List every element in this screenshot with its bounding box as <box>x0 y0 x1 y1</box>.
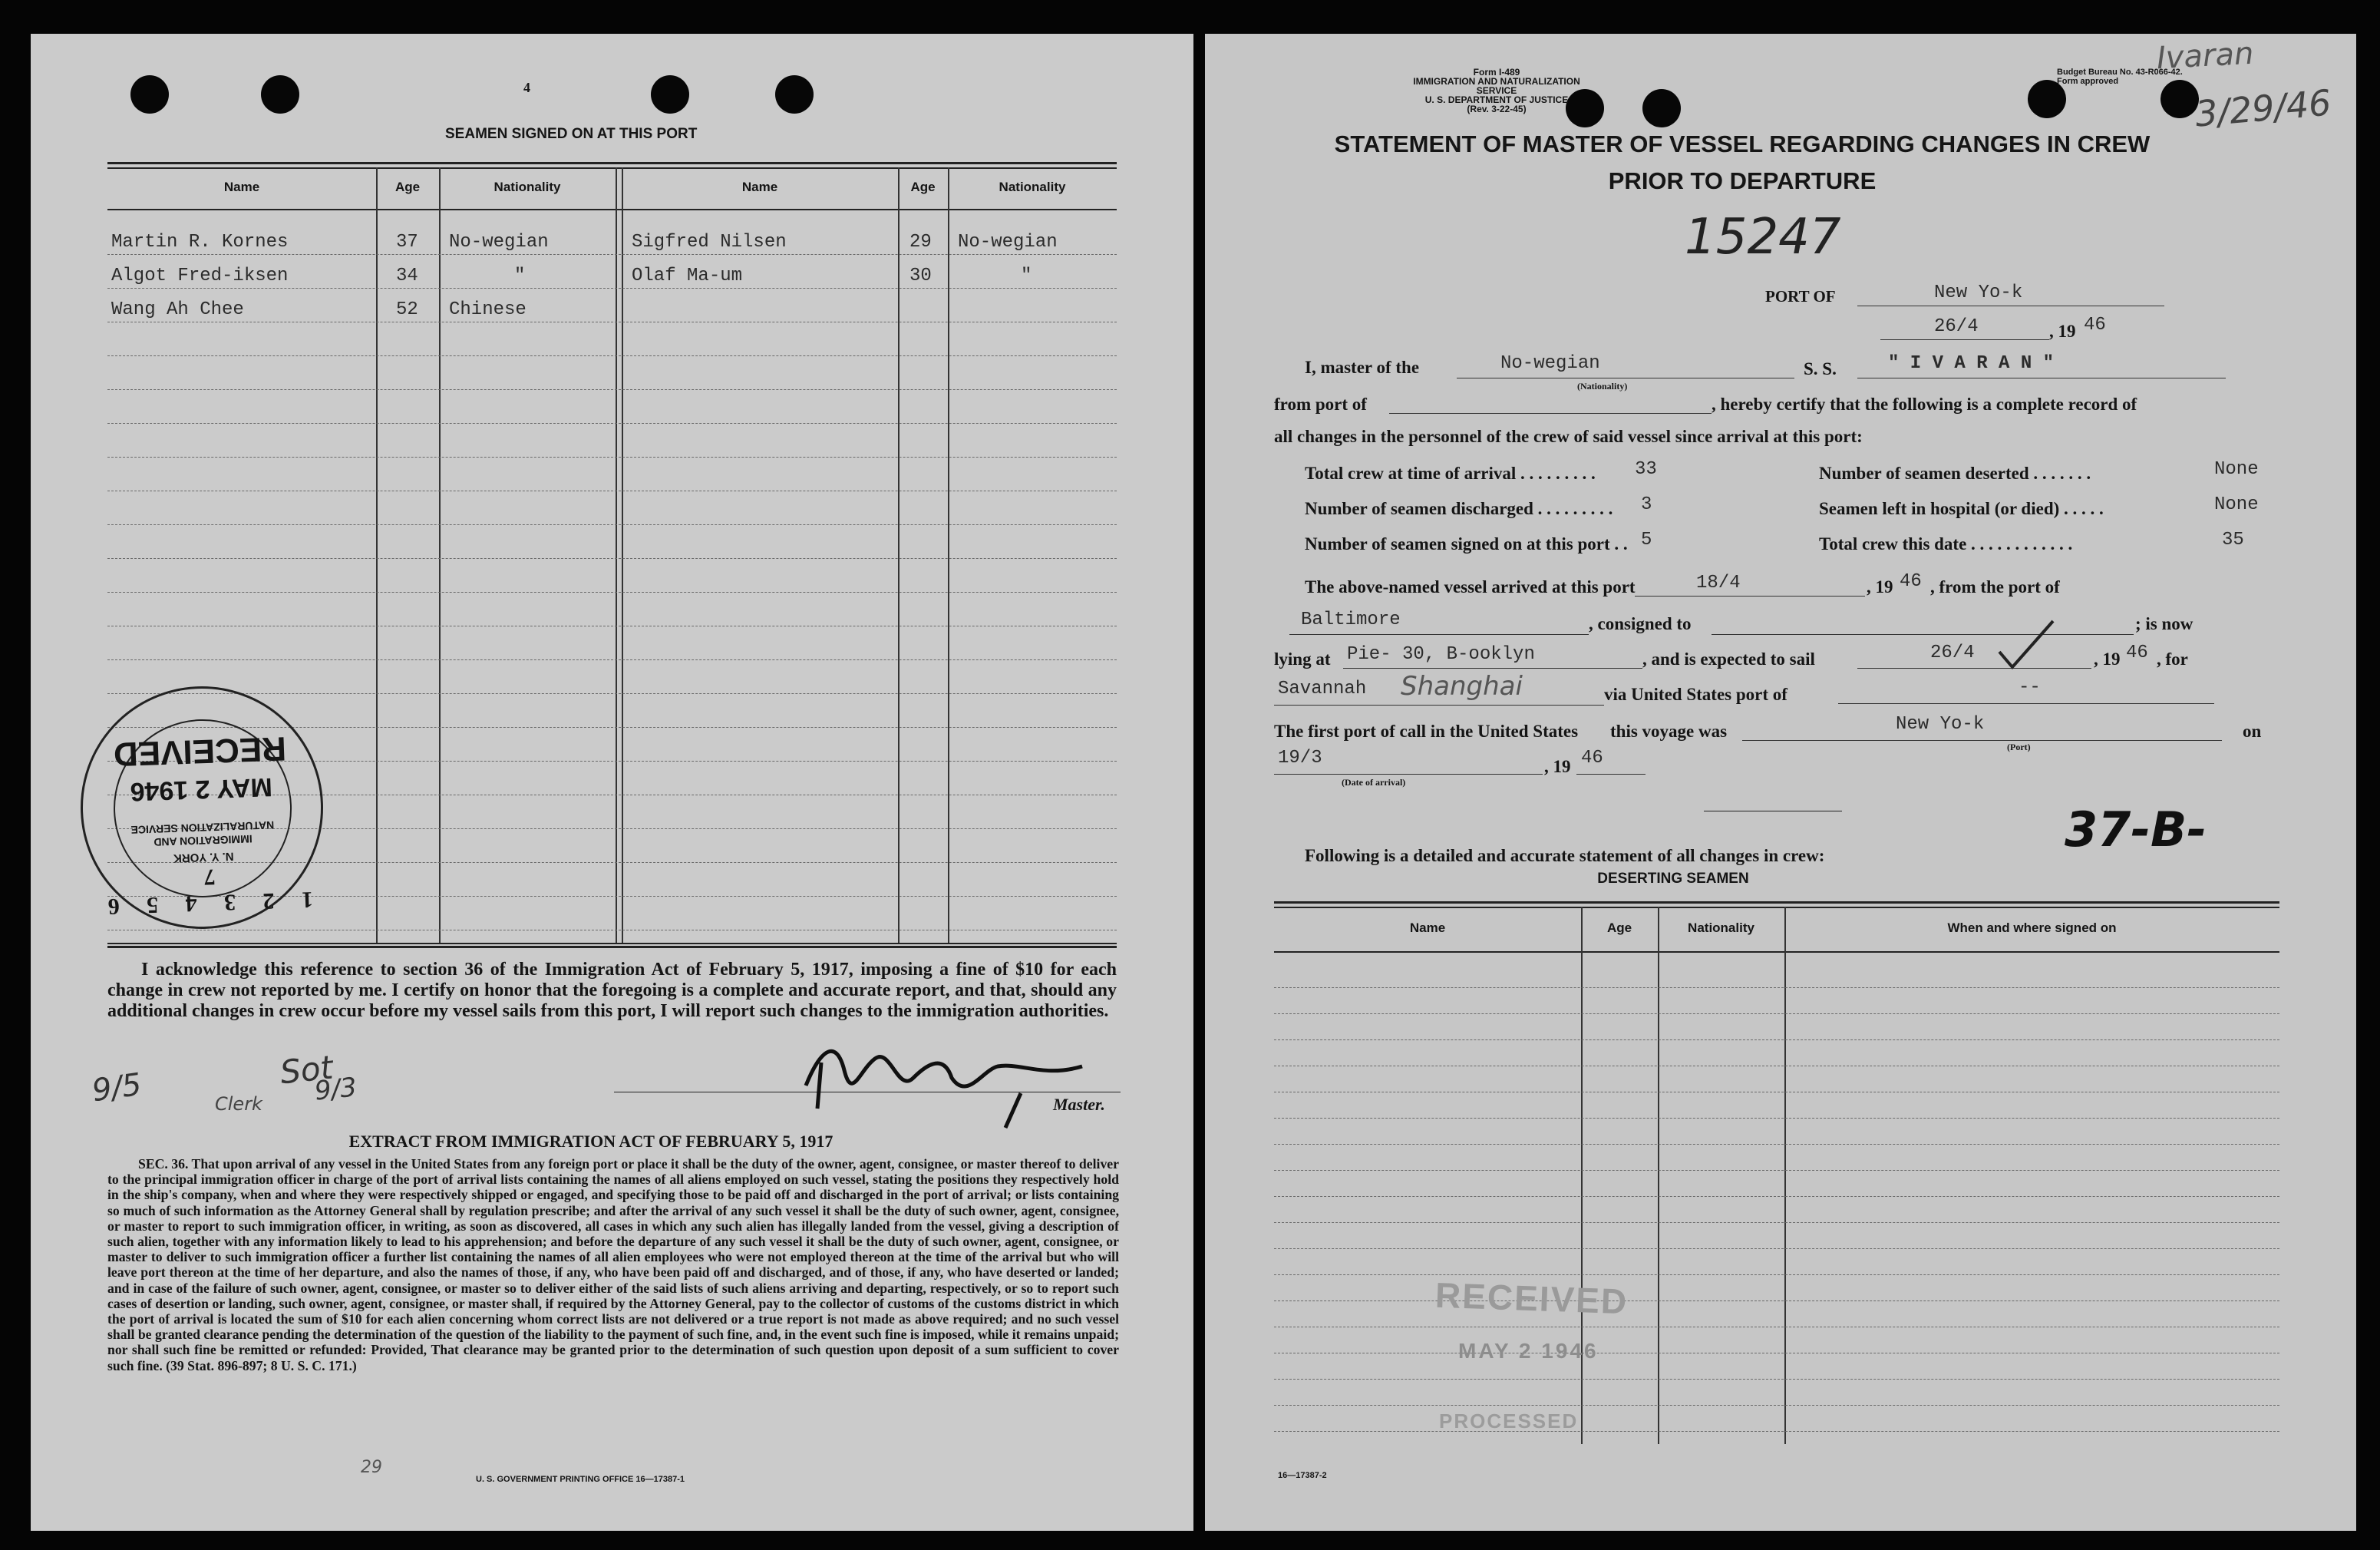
stat-value: 5 <box>1641 530 1652 550</box>
ruled-line <box>1274 1274 2279 1275</box>
col-header-nationality: Nationality <box>999 180 1066 194</box>
punch-hole <box>130 75 169 114</box>
stamp-place: N. Y. YORK <box>173 849 234 865</box>
received-stamp-faded: RECEIVED <box>1434 1274 1629 1322</box>
stat-label: Number of seamen signed on at this port . . <box>1305 534 1628 554</box>
lying-label: lying at <box>1274 649 1331 669</box>
table-cell: No-wegian <box>449 232 549 253</box>
ruled-line <box>1274 1196 2279 1197</box>
punch-hole <box>1642 89 1681 127</box>
table-cell: No-wegian <box>958 232 1058 253</box>
col-header-nationality: Nationality <box>493 180 561 194</box>
form-header <box>1412 68 1581 114</box>
hand-annotation: 37-B- <box>2065 801 2207 858</box>
title-line: STATEMENT OF MASTER OF VESSEL REGARDING CHANGES IN CREW <box>1334 131 2151 157</box>
stat-label: Number of seamen discharged . . . . . . . . . <box>1305 499 1613 518</box>
ruled-line <box>107 254 1117 255</box>
ruled-line <box>1274 1379 2279 1380</box>
ruled-line <box>107 423 1117 424</box>
budget-line: Budget Bureau No. 43-R066-42. <box>2057 68 2183 77</box>
ruled-line <box>107 659 1117 660</box>
received-stamp <box>77 682 328 934</box>
lying-value: Pie- 30, B-ooklyn <box>1347 644 1535 665</box>
arrived-label: The above-named vessel arrived at this port <box>1305 577 1636 597</box>
extract-text: SEC. 36. That upon arrival of any vessel in the United States from any foreign port or place it shall be the duty of the owner, agent, consignee, or master thereof to deliver to the principal immigration officer in charge of the port of arrival lists containing the names of all aliens employed on such vessel, stating the positions they respectively hold in the ship's company, when and where they were respectively shipped or engaged, and specifying those to be paid off and discharged in the port of arrival; or lists containing so much of such information as the Attorney General shall by regulation prescribe; and after the arrival of any such vessel it shall be the duty of such owner, agent, consignee, or master to report to such immigration officer, in writing, as soon as discovered, all cases in which any such alien has illegally landed from the vessel, giving a description of such alien, together with any information likely to lead to his apprehension; and before the departure of any such vessel it shall be the duty of such owner, agent, consignee, or master to deliver to such immigration officer a further list containing the names of all alien employees who were not employed thereon at the time of the arrival but who will leave port thereon at the time of her departure, and also the names of those, if any, who have been paid off and discharged, and of those, if any, who have deserted or landed; and in case of the failure of such owner, agent, consignee, or master so to deliver either of the said lists of such aliens arriving and departing, respectively, or so to report such cases of desertion or landing, such owner, agent, consignee, or master shall, if required by the Attorney General, pay to the collector of customs of the customs district in which the port of arrival is located the sum of $10 for each alien concerning whom correct lists are not delivered or a true report is not made as above required; and no such vessel shall be granted clearance pending the determination of the question of the liability to the payment of such fine, and, in the event such fine is imposed, while it remains unpaid; nor shall such fine be remitted or refunded: Provided, That clearance may be granted prior to the determination of such question upon deposit of a sum sufficient to cover such fine. (39 Stat. 896-897; 8 U. S. C. 171.) <box>107 1156 1119 1373</box>
stat-value: 3 <box>1641 494 1652 515</box>
col-header-age: Age <box>394 180 421 194</box>
from-the-port-label: , from the port of <box>1930 577 2060 597</box>
ruled-line <box>1274 1248 2279 1249</box>
table-cell: 34 <box>396 266 418 286</box>
stat-value: None <box>2214 459 2259 480</box>
ruled-line <box>107 693 1117 694</box>
first-year: 46 <box>1581 748 1603 768</box>
ruled-line <box>1274 1222 2279 1223</box>
right-page: Form I-489 IMMIGRATION AND NATURALIZATION SERVICE U. S. DEPARTMENT OF JUSTICE (Rev. 3-22-45) Budget Bureau No. 43-R066-42. Form approved Ivaran 3/29/46 STATEMENT OF MASTER OF VESSEL REGARDING CHANGES IN CREW PRIOR TO DEPARTURE 15247 PORT OF New Yo-k 26/4 , 19 46 I, master of the No-wegian (Nationality) S. S. " I V A R A N " from port of , hereby certify that the following is a complete record of all changes in the personnel of the crew of said vessel since arrival at this port: Total crew at time of arrival . . . . . . . . . 33 Number of seamen deserted . . . . . . . None Number of seamen discharged . . . . . . . . . 3 Seamen left in hospital (or died) . . . . . None Number of seamen signed on at this port . . 5 Total crew this date . . . . . . . . . . . . 35 The above-named vessel arrived at this port 18/4 , 19 46 , from the port of Baltimore , consigned to ; is now lying at Pie- 30, B-ooklyn , and is expected to sail 26/4 , 19 46 , for Savannah Shanghai via United States port of -- The first port of call in the United States this voyage was New Yo-k (Port) on 19/3 (Date of arrival) , 19 46 37-B- Following is a detailed and accurate statement of all changes in crew: DESERTING SEAMEN Name Age Nationality When and where signed on RECEIVED MAY 2 1946 PROCESSED 16—17387-2 <box>1205 34 2356 1531</box>
first-port-label: The first port of call in the United States <box>1274 722 1579 741</box>
table-cell: Martin R. Kornes <box>111 232 289 253</box>
deserting-header-signed-on: When and where signed on <box>1947 920 2117 935</box>
date-value: 26/4 <box>1934 316 1979 337</box>
master-label: I, master of the <box>1305 358 1420 377</box>
table-top-rule <box>107 167 1117 169</box>
all-changes-text: all changes in the personnel of the crew of said vessel since arrival at this port: <box>1274 427 1863 446</box>
hand-date: 3/29/46 <box>2193 81 2333 135</box>
table-cell: 52 <box>396 299 418 320</box>
title-line: PRIOR TO DEPARTURE <box>1608 167 1877 194</box>
received-extra-faded: PROCESSED <box>1439 1410 1579 1433</box>
port-value: New Yo-k <box>1934 283 2023 303</box>
stat-value: 33 <box>1635 459 1657 480</box>
table-cell: Chinese <box>449 299 527 320</box>
stat-label: Number of seamen deserted . . . . . . . <box>1819 464 2091 483</box>
table-cell: " <box>1021 266 1032 286</box>
master-signature <box>791 1024 1113 1132</box>
consigned-label: , consigned to <box>1589 614 1692 633</box>
date-year-prefix: , 19 <box>2049 322 2076 341</box>
first-port-value: New Yo-k <box>1896 714 1985 735</box>
hand-mark: Sot <box>278 1048 335 1092</box>
footer-number: 29 <box>361 1458 382 1477</box>
col-header-age: Age <box>910 180 936 194</box>
via-value: -- <box>2019 677 2041 698</box>
received-date-faded: MAY 2 1946 <box>1458 1339 1599 1363</box>
expected-label: , and is expected to sail <box>1642 649 1815 669</box>
certify-text: , hereby certify that the following is a complete record of <box>1712 395 2137 414</box>
punch-hole <box>261 75 299 114</box>
nationality-caption: (Nationality) <box>1577 381 1628 392</box>
ruled-line <box>107 592 1117 593</box>
clerk-note: Clerk <box>215 1093 262 1115</box>
ruled-line <box>1274 1039 2279 1040</box>
table-cell: 30 <box>909 266 932 286</box>
left-page <box>31 34 1193 1531</box>
via-label: via United States port of <box>1604 685 1787 704</box>
agency-line: U. S. DEPARTMENT OF JUSTICE <box>1424 94 1569 105</box>
ship-name: " I V A R A N " <box>1888 353 2055 374</box>
stat-label: Seamen left in hospital (or died) . . . . . <box>1819 499 2104 518</box>
acknowledgement-text: I acknowledge this reference to section 36 of the Immigration Act of February 5, 1917, imposing a fine of $10 for each change in crew not reported by me. I certify on honor that the foregoing is a complete and accurate report, and that, should any additional changes in crew occur before my vessel sails from this port, I will report such changes to the immigration authorities. <box>107 960 1117 1021</box>
nationality-value: No-wegian <box>1500 353 1600 374</box>
ruled-line <box>107 457 1117 458</box>
ruled-line <box>1274 1300 2279 1301</box>
ruled-line <box>1274 1013 2279 1014</box>
deserting-header-age: Age <box>1606 920 1632 935</box>
is-now-label: ; is now <box>2135 614 2193 633</box>
ruled-line <box>1274 1118 2279 1119</box>
arrived-year: 46 <box>1900 571 1922 592</box>
destination-hand: Shanghai <box>1401 671 1523 702</box>
ruled-line <box>107 524 1117 525</box>
sail-date: 26/4 <box>1930 643 1975 663</box>
arrived-date: 18/4 <box>1696 573 1741 593</box>
date-caption: (Date of arrival) <box>1342 777 1406 788</box>
table-cell: " <box>514 266 526 286</box>
master-label: Master. <box>1053 1095 1105 1114</box>
stamp-word: RECEIVED <box>113 729 287 773</box>
rev-date: (Rev. 3-22-45) <box>1467 104 1527 114</box>
from-port-value: Baltimore <box>1301 610 1401 630</box>
footer: 16—17387-2 <box>1278 1471 1327 1480</box>
ruled-line <box>1274 1144 2279 1145</box>
table-cell: Sigfred Nilsen <box>632 232 787 253</box>
stamp-agency: IMMIGRATION AND NATURALIZATION SERVICE <box>130 818 275 849</box>
table-cell: Wang Ah Chee <box>111 299 244 320</box>
ruled-line <box>1274 987 2279 988</box>
stamp-date: MAY 2 1946 <box>129 772 273 807</box>
printing-office: U. S. GOVERNMENT PRINTING OFFICE 16—17387-1 <box>476 1475 685 1484</box>
for-label: , for <box>2157 649 2188 669</box>
file-number: 15247 <box>1685 209 1841 266</box>
ss-label: S. S. <box>1804 359 1837 378</box>
col-header-name: Name <box>223 180 260 194</box>
ruled-line <box>107 355 1117 356</box>
hand-mark: 9/5 <box>90 1066 144 1109</box>
punch-hole <box>651 75 689 114</box>
sail-year: 46 <box>2126 643 2148 663</box>
budget-line: Form approved <box>2057 77 2119 86</box>
ruled-line <box>107 558 1117 559</box>
table-cell: 37 <box>396 232 418 253</box>
form-title <box>1312 126 2172 200</box>
ruled-line <box>1274 1170 2279 1171</box>
form-id: Form I-489 <box>1473 67 1520 78</box>
table-header-rule <box>107 209 1117 210</box>
stat-label: Total crew at time of arrival . . . . . . . . . <box>1305 464 1596 483</box>
destination-value: Savannah <box>1278 679 1367 699</box>
extract-title: EXTRACT FROM IMMIGRATION ACT OF FEBRUARY 5, 1917 <box>348 1132 833 1151</box>
table-cell: 29 <box>909 232 932 253</box>
following-text: Following is a detailed and accurate statement of all changes in crew: <box>1305 846 1825 865</box>
ruled-line <box>107 389 1117 390</box>
deserting-header-nationality: Nationality <box>1688 920 1754 935</box>
on-label: on <box>2243 722 2262 741</box>
table-cell: Olaf Ma-um <box>632 266 743 286</box>
ruled-line <box>1274 1405 2279 1406</box>
stamp-ring-numbers: 1 2 3 4 5 6 7 <box>97 864 314 920</box>
agency-line: IMMIGRATION AND NATURALIZATION SERVICE <box>1413 76 1580 96</box>
col-header-name: Name <box>741 180 778 194</box>
deserting-title: DESERTING SEAMEN <box>1597 871 1749 887</box>
punch-hole <box>775 75 814 114</box>
first-date: 19/3 <box>1278 748 1322 768</box>
port-caption: (Port) <box>2007 742 2031 752</box>
date-year: 46 <box>2084 315 2106 335</box>
section-title: SEAMEN SIGNED ON AT THIS PORT <box>445 126 698 142</box>
page-number: 4 <box>523 80 530 95</box>
port-label: PORT OF <box>1765 287 1836 306</box>
stat-value: None <box>2214 494 2259 515</box>
hand-mark: 9/3 <box>313 1072 358 1107</box>
voyage-label: this voyage was <box>1610 722 1728 741</box>
deserting-header-name: Name <box>1409 920 1446 935</box>
table-top-rule <box>107 162 1117 164</box>
ruled-line <box>1274 1431 2279 1432</box>
stat-value: 35 <box>2222 530 2244 550</box>
check-mark <box>1995 617 2057 671</box>
ruled-line <box>107 288 1117 289</box>
from-port-label: from port of <box>1274 395 1367 414</box>
table-cell: Algot Fred-iksen <box>111 266 289 286</box>
hand-initials: Ivaran <box>2155 35 2255 77</box>
stat-label: Total crew this date . . . . . . . . . . . . <box>1819 534 2073 554</box>
